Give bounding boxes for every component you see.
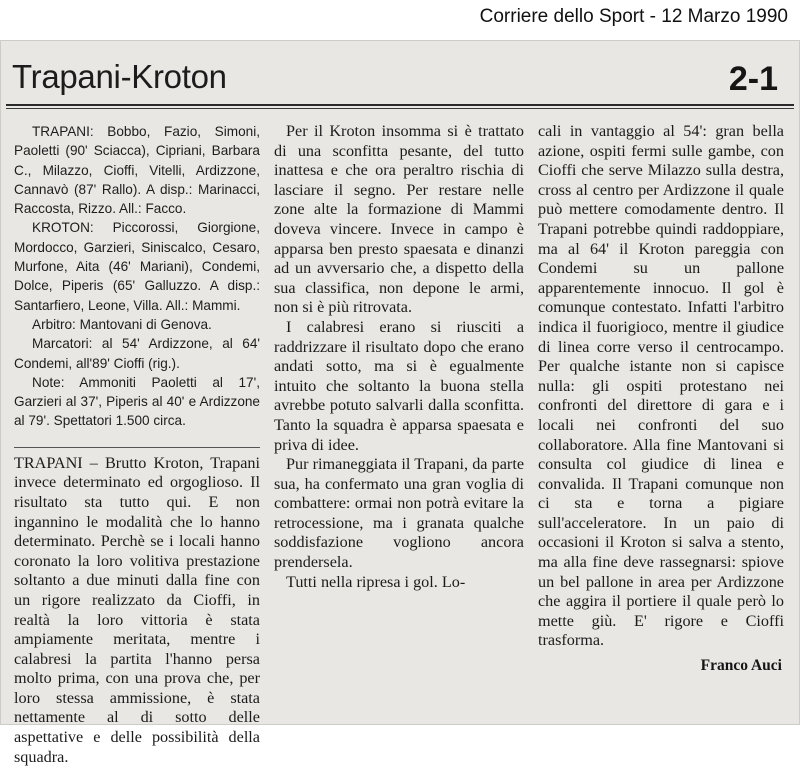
factbox-divider: [14, 431, 260, 448]
article-text: – Brutto Kroton, Trapani invece determinato ed orgoglioso. Il risultato sta tutto qui. E non ingannino le modalità che lo hanno determinato. Perchè se i locali hanno coronato la loro volitiva prestazione soltanto a due minuti dalla fine con un rigore realizzato da Cioffi, in realtà la loro vittoria è stata ampiamente meritata, mentre i calabresi la partita l'hanno persa molto prima, con una prova che, per loro stessa ammissione, è stata nettamente al di sotto delle aspettative e delle possibilità della squadra.: [14, 453, 260, 766]
author-byline: Franco Auci: [700, 657, 782, 675]
headline: Trapani-Kroton: [12, 58, 227, 95]
newspaper-clipping: [0, 40, 800, 766]
final-score: 2-1: [728, 60, 778, 98]
article-paragraph-2: Per il Kroton insomma si è trattato di una sconfitta pesante, del tutto inattesa e che ora peraltro rischia di lasciare il segno. Per restare nelle zone alte la formazione di Mammi doveva vincere. Invece in campo è apparsa ben presto spaesata e dinanzi ad un avversario che, a dispetto della sua classifica, non depone le armi, non si è più ritrovata.: [274, 122, 524, 317]
header-rule-thin: [6, 108, 794, 109]
article-paragraph-5-start: Tutti nella ripresa i gol. Lo-: [286, 572, 466, 591]
article-paragraph-5-cont: cali in vantaggio al 54': gran bella azione, ospiti fermi sulle gambe, con Cioffi che serve Milazzo sulla destra, cross al centro per Ardizzone il quale può mettere comodamente dentro. Il Trapani potrebbe quindi raddoppiare, ma al 64' il Kroton pareggia con Condemi su un pallone apparentemente innocuo. Il gol è comunque contestato. Infatti l'arbitro indica il fuorigioco, mentre il giudice di linea corre verso il centrocampo. Per qualche istante non si capisce nulla: gli ospiti protestano nei confronti del direttore di gara e i locali nei confronti del suo collaboratore. Alla fine Mantovani si consulta col giudice di linea e convalida. Il Trapani comunque non ci sta e torna a pigiare sull'acceleratore. In un paio di occasioni il Kroton si salva a stento, ma alla fine deve rassegnarsi: spiove un bel pallone in area per Ardizzone che aggira il portiere il quale però lo mette giù. E' rigore e Cioffi trasforma.: [538, 122, 784, 650]
source-caption: Corriere dello Sport - 12 Marzo 1990: [479, 6, 788, 27]
column-3: [538, 122, 784, 675]
column-1: [14, 122, 260, 767]
match-notes: Note: Ammoniti Paoletti al 17', Garzieri al 37', Piperis al 40' e Ardizzone al 79'. Spettatori 1.500 circa.: [14, 374, 260, 429]
lineup-trapani: TRAPANI: Bobbo, Fazio, Simoni, Paoletti (90' Sciacca), Cipriani, Barbara C., Milazzo, Cioffi, Vitelli, Ardizzone, Cannavò (87' Rallo). A disp.: Marinacci, Raccosta, Rizzo. All.: Facco.: [14, 124, 260, 217]
article-paragraph-3: I calabresi erano si riusciti a raddrizzare il risultato dopo che erano andati sotto, ma si è egualmente intuito che soltanto la buona stella avrebbe potuto salvarli dalla sconfitta. Tanto la squadra è apparsa spaesata e priva di idee.: [274, 317, 524, 454]
column-2: [274, 122, 524, 592]
referee: Arbitro: Mantovani di Genova.: [32, 316, 212, 332]
dateline: TRAPANI: [14, 453, 83, 472]
article-paragraph: [14, 454, 260, 767]
lineup-kroton: KROTON: Piccorossi, Giorgione, Mordocco, Garzieri, Siniscalco, Cesaro, Murfone, Aita (46' Mariani), Condemi, Dolce, Piperis (65' Galluzzo. A disp.: Santarfiero, Leone, Villa. All.: Mammi.: [14, 220, 260, 313]
header-rule: [6, 104, 794, 106]
article-paragraph-4: Pur rimaneggiata il Trapani, da parte sua, ha confermato una gran voglia di combattere: ormai non potrà evitare la retrocessione, ma i granata qualche soddisfazione vogliono ancora prendersela.: [274, 455, 524, 572]
scorers: Marcatori: al 54' Ardizzone, al 64' Condemi, all'89' Cioffi (rig.).: [14, 336, 260, 371]
